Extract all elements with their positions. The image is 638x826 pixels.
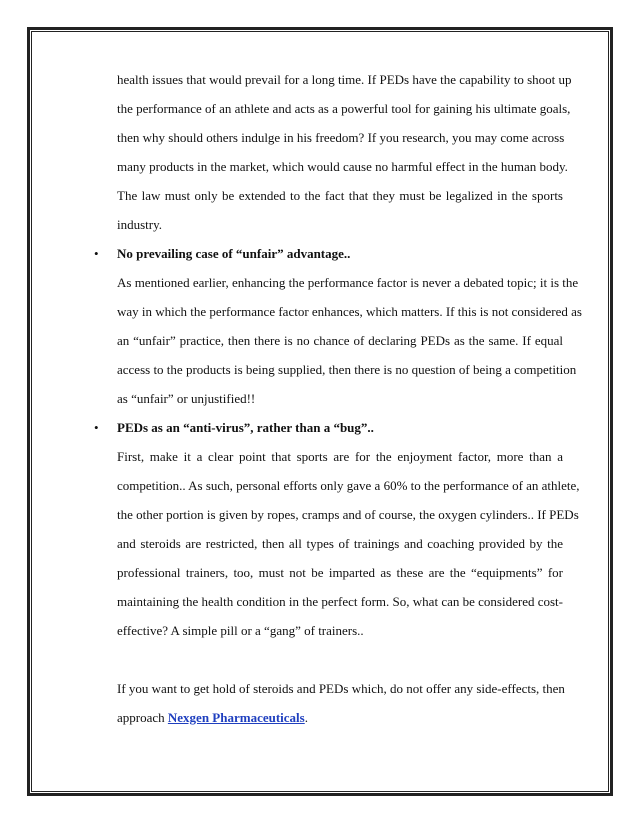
- text-line-with-link: [117, 703, 563, 732]
- bullet-icon: •: [94, 246, 99, 261]
- bullet-heading-unfair-advantage: [94, 239, 563, 268]
- text-line: access to the products is being supplied, then there is no question of being a competition: [117, 362, 577, 377]
- text-line: competition.. As such, personal efforts only gave a 60% to the performance of an athlete,: [117, 478, 580, 493]
- text-line: as “unfair” or unjustified!!: [117, 391, 256, 406]
- paragraph-unfair-advantage: [117, 268, 582, 413]
- paragraph-health-issues: [117, 65, 572, 239]
- text-line: way in which the performance factor enhances, which matters. If this is not considered as: [117, 304, 582, 319]
- text-line: effective? A simple pill or a “gang” of trainers..: [117, 623, 364, 638]
- heading-text: No prevailing case of “unfair” advantage..: [117, 246, 351, 261]
- text-line: then why should others indulge in his freedom? If you research, you may come across: [117, 130, 565, 145]
- paragraph-anti-virus: [117, 442, 580, 645]
- text-line: If you want to get hold of steroids and PEDs which, do not offer any side-effects, then: [117, 681, 565, 696]
- text-line: and steroids are restricted, then all types of trainings and coaching provided by the: [117, 536, 563, 551]
- text-line: As mentioned earlier, enhancing the performance factor is never a debated topic; it is the: [117, 275, 579, 290]
- text-line: The law must only be extended to the fact that they must be legalized in the sports: [117, 188, 563, 203]
- nexgen-pharmaceuticals-link[interactable]: Nexgen Pharmaceuticals: [167, 710, 305, 725]
- text-line: industry.: [117, 217, 163, 232]
- heading-text: PEDs as an “anti-virus”, rather than a “bug”..: [117, 420, 374, 435]
- text-line: maintaining the health condition in the perfect form. So, what can be considered cost-: [117, 594, 563, 609]
- text-line: an “unfair” practice, then there is no chance of declaring PEDs as the same. If equal: [117, 333, 563, 348]
- document-body: [94, 65, 582, 732]
- text-line: the other portion is given by ropes, cramps and of course, the oxygen cylinders.. If PEDs: [117, 507, 579, 522]
- text-line: the performance of an athlete and acts as a powerful tool for gaining his ultimate goals,: [117, 101, 571, 116]
- bullet-heading-anti-virus: [94, 413, 563, 442]
- text-line: many products in the market, which would cause no harmful effect in the human body.: [117, 159, 568, 174]
- text-line: professional trainers, too, must not be imparted as these are the “equipments” for: [117, 565, 563, 580]
- paragraph-closing: [117, 674, 563, 732]
- text-line: health issues that would prevail for a long time. If PEDs have the capability to shoot up: [117, 72, 572, 87]
- text-prefix: approach: [117, 710, 168, 725]
- paragraph-spacer: [117, 645, 563, 674]
- bullet-icon: •: [94, 420, 99, 435]
- text-suffix: .: [304, 710, 308, 725]
- text-line: First, make it a clear point that sports are for the enjoyment factor, more than a: [117, 449, 563, 464]
